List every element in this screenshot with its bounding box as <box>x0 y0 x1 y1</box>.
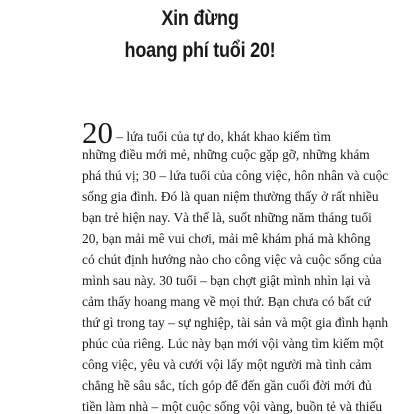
paragraph-line-text: – lứa tuổi của tự do, khát khao kiếm tìm <box>113 129 331 144</box>
paragraph-line-1 <box>82 117 331 148</box>
paragraph-line-10: thứ gì trong tay – sự nghiệp, tài sản và một gia đình hạnh <box>82 315 389 330</box>
paragraph-line-13: chẳng hề sâu sắc, tích góp để đến gần cuối đời mới đủ <box>82 378 372 393</box>
paragraph-line-3: phá thú vị; 30 – lứa tuổi của công việc, hôn nhân và cuộc <box>82 168 389 183</box>
paragraph-line-5: bạn trẻ hiện nay. Và thế là, suốt những năm tháng tuổi <box>82 210 372 225</box>
paragraph-line-8: mình sau này. 30 tuổi – bạn chợt giật mình nhìn lại và <box>82 273 371 288</box>
paragraph-line-4: sống gia đình. Đó là quan niệm thường thấy ở rất nhiều <box>82 189 379 204</box>
paragraph-line-11: phúc của riêng. Lúc này bạn mới vội vàng tìm kiếm một <box>82 336 384 351</box>
page-title-line-2: hoang phí tuổi 20! <box>124 39 276 62</box>
paragraph-line-2: những điều mới mẻ, những cuộc gặp gỡ, những khám <box>82 147 370 162</box>
paragraph-line-12: công việc, yêu và cưới vội lấy một người mà tình cảm <box>82 357 372 372</box>
page-title-line-1: Xin đừng <box>161 7 239 30</box>
paragraph-line-7: có chút định hướng nào cho công việc và cuộc sống của <box>82 252 382 267</box>
drop-cap: 20 <box>82 115 113 150</box>
paragraph-line-9: cảm thấy hoang mang về mọi thứ. Bạn chưa có bất cứ <box>82 294 371 309</box>
paragraph-line-14: tiền làm nhà – một cuộc sống vội vàng, buồn tẻ và thiếu <box>82 399 383 414</box>
paragraph-line-6: 20, bạn mải mê vui chơi, mải mê khám phá mà không <box>82 231 371 246</box>
